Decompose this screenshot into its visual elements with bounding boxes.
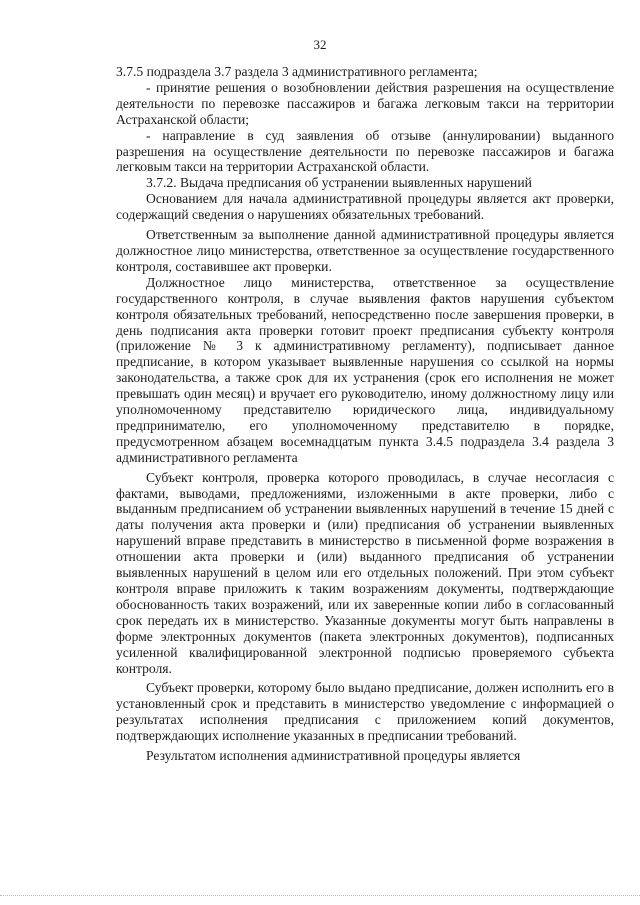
bottom-rule (0, 895, 640, 896)
paragraph-objections: Субъект контроля, проверка которого проводилась, в случае несогласия с фактами, выводами, предложениями, изложенными в акте проверки, либо с выданным предписанием об устранении выявленных нарушений в течение 15 дней с даты получения акта проверки и (или) предписания об устранении выявленных нарушений вправе представить в министерство в письменной форме возражения в отношении акта проверки и (или) выданного предписания об устранении выявленных нарушений в целом или его отдельных положений. При этом субъект контроля вправе приложить к таким возражениям документы, подтверждающие обоснованность таких возражений, или их заверенные копии либо в согласованный срок передать их в министерство. Указанные документы могут быть направлены в форме электронных документов (пакета электронных документов), подписанных усиленной квалифицированной электронной подписью проверяемого субъекта контроля. (116, 469, 614, 676)
paragraph-responsible-official: Ответственным за выполнение данной административной процедуры является должностное лицо министерства, ответственное за осуществление государственного контроля, составившее акт проверки. (116, 227, 614, 274)
paragraph-official-duties: Должностное лицо министерства, ответственное за осуществление государственного контроля, в случае выявления фактов нарушения субъектом контроля обязательных требований, непосредственно после завершения проверки, в день подписания акта проверки готовит проект предписания субъекту контроля (приложение № 3 к административному регламенту), подписывает данное предписание, в котором указывает выявленные нарушения со ссылкой на нормы законодательства, а также срок для их устранения (срок его исполнения не может превышать один месяц) и вручает его руководителю, иному должностному лицу или уполномоченному представителю юридического лица, индивидуальному предпринимателю, его уполномоченному представителю в порядке, предусмотренном абзацем восемнадцатым пункта 3.4.5 подраздела 3.4 раздела 3 административного регламента (116, 274, 614, 465)
page-number: 32 (313, 37, 327, 52)
paragraph-court-revocation: - направление в суд заявления об отзыве (аннулировании) выданного разрешения на осуществление деятельности по перевозке пассажиров и багажа легковым такси на территории Астраханской области. (116, 127, 614, 175)
paragraph-procedure-basis: Основанием для начала административной процедуры является акт проверки, содержащий сведения о нарушениях обязательных требований. (116, 191, 614, 223)
section-heading-3-7-2: 3.7.2. Выдача предписания об устранении выявленных нарушений (146, 175, 532, 191)
paragraph-item-ref: 3.7.5 подраздела 3.7 раздела 3 административного регламента; (116, 64, 478, 79)
paragraph-resume-permit: - принятие решения о возобновлении действия разрешения на осуществление деятельности по перевозке пассажиров и багажа легковым такси на территории Астраханской области; (116, 79, 614, 127)
paragraph-procedure-result: Результатом исполнения административной процедуры является (146, 748, 521, 764)
document-body (116, 64, 614, 764)
paragraph-execution-notice: Субъект проверки, которому было выдано предписание, должен исполнить его в установленный срок и представить в министерство уведомление с информацией о результатах исполнения предписания с приложением копий документов, подтверждающих исполнение указанных в предписании требований. (116, 680, 614, 744)
